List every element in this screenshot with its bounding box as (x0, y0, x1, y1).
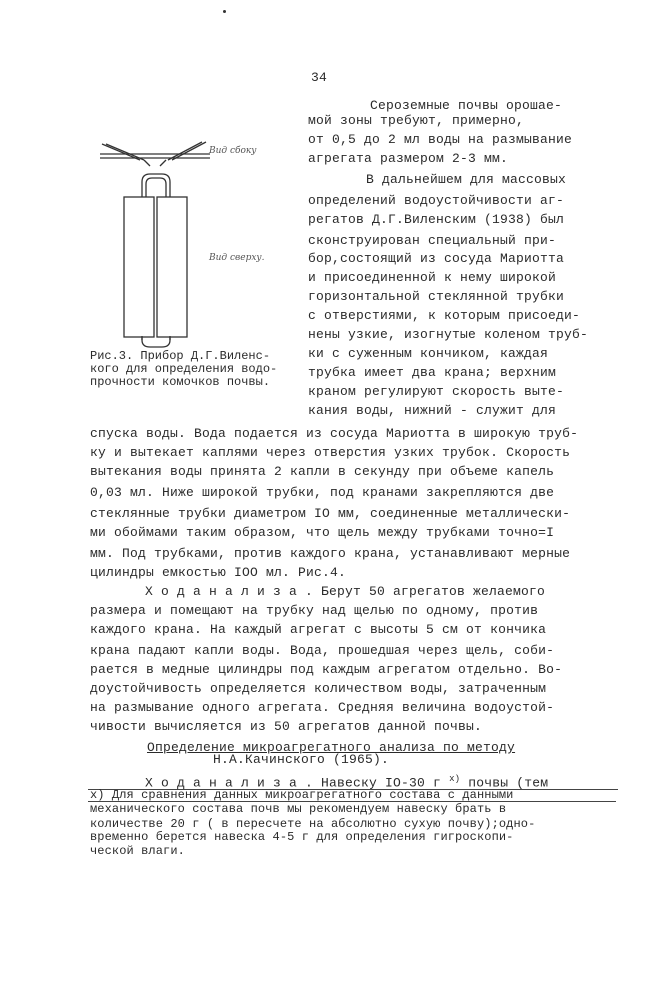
text-line: сконструирован специальный при- (308, 233, 557, 248)
text-line: 0,03 мл. Ниже широкой трубки, под кранами закрепляются две (90, 485, 555, 500)
text-line: цилиндры емкостью IOO мл. Рис.4. (90, 565, 347, 580)
text-line: определений водоустойчивости аг- (308, 193, 565, 208)
scan-speck (223, 10, 226, 13)
text-line: Сероземные почвы орошае- (370, 98, 563, 113)
text-line: на размывание одного агрегата. Средняя величина водоустой- (90, 700, 555, 715)
analysis-tail: почвы (тем (468, 775, 549, 791)
text-line: нены узкие, изогнутые коленом труб- (308, 327, 589, 342)
figure-caption-line: Рис.3. Прибор Д.Г.Виленс- (90, 349, 271, 363)
text-line: мм. Под трубками, против каждого крана, устанавливают мерные (90, 546, 571, 561)
text-line: стеклянные трубки диаметром IO мм, соединенные металлически- (90, 506, 571, 521)
footnote-line: ческой влаги. (90, 844, 185, 858)
footnote-marker: x) (449, 774, 461, 784)
text-line: ку и вытекает каплями через отверстия узких трубок. Скорость (90, 445, 571, 460)
text-line: рается в медные цилиндры под каждым агрегатом отдельно. Во- (90, 662, 563, 677)
footnote-line: количестве 20 г ( в пересчете на абсолютно сухую почву);одно- (90, 817, 536, 831)
section-heading-author: Н.А.Качинского (1965). (213, 752, 390, 767)
text-line: доустойчивость определяется количеством воды, затраченным (90, 681, 547, 696)
figure-label-side: Вид сбоку (209, 146, 257, 156)
text-line: В дальнейшем для массовых (366, 172, 567, 187)
text-line: от 0,5 до 2 мл воды на размывание (308, 132, 573, 147)
text-line: агрегата размером 2-3 мм. (308, 151, 509, 166)
apparatus-figure-bottom (96, 336, 286, 350)
analysis-text: Х о д а н а л и з а . Навеску IO-30 г (145, 775, 442, 791)
text-line: с отверстиями, к которым присоеди- (308, 308, 581, 323)
footnote-line: механического состава почв мы рекомендуем навеску брать в (90, 802, 507, 816)
text-line: спуска воды. Вода подается из сосуда Мариотта в широкую труб- (90, 426, 579, 441)
text-line: краном регулируют скорость выте- (308, 384, 565, 399)
text-line: бор,состоящий из сосуда Мариотта (308, 251, 565, 266)
text-line: вытекания воды принята 2 капли в секунду при объеме капель (90, 464, 555, 479)
section-heading: Определение микроагрегатного анализа по методу (147, 740, 516, 755)
text-line: каждого крана. На каждый агрегат с высоты 5 см от кончика (90, 622, 547, 637)
text-line: регатов Д.Г.Виленским (1938) был (308, 212, 565, 227)
text-line: мой зоны требуют, примерно, (308, 113, 525, 128)
footnote-line: временно берется навеска 4-5 г для определения гигроскопи- (90, 830, 514, 844)
text-line: ки с суженным кончиком, каждая (308, 346, 549, 361)
text-line: и присоединенной к нему широкой (308, 270, 557, 285)
text-line: крана падают капли воды. Вода, прошедшая через щель, соби- (90, 643, 555, 658)
text-line: трубка имеет два крана; верхним (308, 365, 557, 380)
apparatus-figure (96, 140, 286, 340)
text-line: горизонтальной стеклянной трубки (308, 289, 565, 304)
figure-label-top: Вид сверху. (209, 253, 265, 263)
text-line: чивости вычисляется из 50 агрегатов данной почвы. (90, 719, 483, 734)
text-line: размера и помещают на трубку над щелью по одному, против (90, 603, 539, 618)
footnote-line: x) Для сравнения данных микроагрегатного состава с данными (90, 788, 514, 802)
page-number: 34 (311, 70, 328, 85)
figure-caption-line: кого для определения водо- (90, 362, 278, 376)
text-line: ми обоймами таким образом, что щель между трубками точно=I (90, 525, 555, 540)
text-line: Х о д а н а л и з а . Берут 50 агрегатов желаемого (145, 584, 546, 599)
figure-caption-line: прочности комочков почвы. (90, 375, 271, 389)
text-line: кания воды, нижний - служит для (308, 403, 557, 418)
